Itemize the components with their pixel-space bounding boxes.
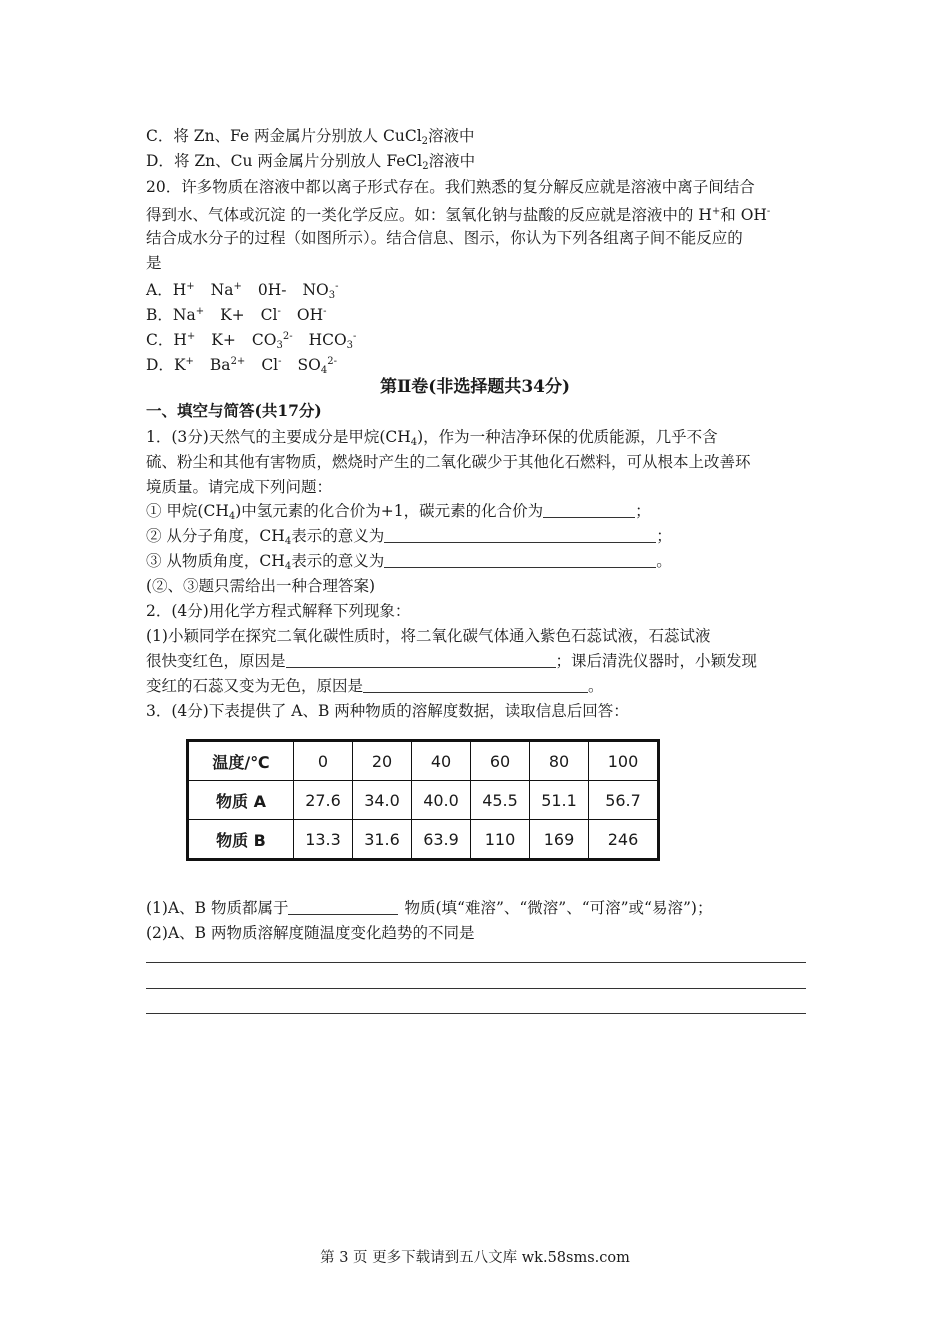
answer-blank[interactable] — [363, 678, 588, 693]
superscript: + — [711, 206, 721, 217]
q1-item1: ① 甲烷$(CH_4)$中氢元素的化合价为+1，碳元素的化合价为 ； — [146, 502, 651, 522]
ion: K+ — [211, 331, 236, 349]
ion: $SO_4^{2-}$ — [297, 356, 337, 376]
q2-line1: 2．(4分)用化学方程式解释下列现象： — [146, 602, 411, 620]
table-cell: 34.0 — [353, 781, 412, 820]
q19-option-c — [146, 125, 475, 153]
q1-note: (②、③题只需给出一种合理答案) — [146, 577, 376, 595]
ion: H+ — [172, 281, 195, 299]
solubility-table — [186, 739, 660, 861]
answer-blank[interactable] — [384, 553, 656, 568]
table-cell: 20 — [353, 741, 412, 781]
q20-line2 — [146, 201, 770, 226]
q3-sub2: (2)A、B 两物质溶解度随温度变化趋势的不同是 — [146, 924, 475, 942]
table-cell: 56.7 — [589, 781, 659, 820]
option-label: B． — [146, 306, 173, 324]
table-cell: 31.6 — [353, 820, 412, 860]
ion: $HCO_3^-$ — [308, 331, 357, 351]
option-label: D． — [146, 356, 174, 374]
option-text-end: 溶液中 — [428, 152, 476, 170]
option-label: C． — [146, 331, 174, 349]
table-cell: 45.5 — [471, 781, 530, 820]
q1-item2: ② 从分子角度，$CH_4$表示的意义为 ； — [146, 527, 672, 547]
table-header-row — [188, 741, 659, 781]
q20-option-b — [146, 301, 343, 326]
part2-title: 第Ⅱ卷(非选择题共34分) — [379, 377, 571, 397]
table-cell: 温度/℃ — [188, 741, 294, 781]
table-cell: 物质 A — [188, 781, 294, 820]
subscript: 2 — [421, 136, 429, 147]
ion: K+ — [220, 306, 245, 324]
table-cell: 63.9 — [412, 820, 471, 860]
q20-line4: 是 — [146, 254, 162, 272]
table-cell: 80 — [530, 741, 589, 781]
option-label: A． — [146, 281, 173, 299]
ion: $Ba^{2+}$ — [209, 356, 246, 374]
q2-line3: 很快变红色，原因是 ；课后清洗仪器时，小颖发现 — [146, 652, 758, 670]
q1-line1: 1．(3分)天然气的主要成分是甲烷$(CH_4)$，作为一种洁净环保的优质能源，几乎不含 — [146, 428, 718, 448]
table-row — [188, 820, 659, 860]
option-text: 将 Zn、Cu 两金属片分别放人 FeCl — [173, 152, 423, 170]
q20-line2-text: 得到水、气体或沉淀 的一类化学反应。如：氢氧化钠与盐酸的反应就是溶液中的 H — [146, 206, 712, 224]
table-cell: 物质 B — [188, 820, 294, 860]
page-footer: 第 3 页 更多下载请到五八文库 wk.58sms.com — [320, 1250, 630, 1266]
answer-line[interactable] — [146, 1013, 806, 1014]
table-cell: 246 — [589, 820, 659, 860]
subscript: 2 — [422, 161, 429, 172]
answer-blank[interactable] — [384, 528, 656, 543]
q1-line2: 硫、粉尘和其他有害物质，燃烧时产生的二氧化碳少于其他化石燃料，可从根本上改善环 — [146, 453, 751, 471]
table-cell: 169 — [530, 820, 589, 860]
table-cell: 27.6 — [294, 781, 353, 820]
answer-blank[interactable] — [286, 653, 556, 668]
q1-item3: ③ 从物质角度，$CH_4$表示的意义为 。 — [146, 552, 672, 572]
option-label: C． — [146, 127, 174, 145]
q3-sub1: (1)A、B 物质都属于 物质(填“难溶”、“微溶”、“可溶”或“易溶”)； — [146, 899, 713, 917]
q3-line1: 3．(4分)下表提供了 A、B 两种物质的溶解度数据，读取信息后回答： — [146, 702, 629, 720]
answer-blank[interactable] — [543, 503, 635, 518]
ion: $CO_3^{2-}$ — [251, 331, 293, 351]
table-cell: 40.0 — [412, 781, 471, 820]
answer-blank[interactable] — [288, 900, 398, 915]
option-text: 将 Zn、Fe 两金属片分别放人 CuCl — [173, 127, 422, 145]
ion: K+ — [173, 356, 194, 374]
ion: $NO_3^-$ — [302, 281, 339, 301]
table-cell: 110 — [471, 820, 530, 860]
ion: Na+ — [172, 306, 205, 324]
ion: Cl- — [260, 306, 281, 324]
option-label: D． — [146, 152, 174, 170]
q20-line1: 20．许多物质在溶液中都以离子形式存在。我们熟悉的复分解反应就是溶液中离子间结合 — [146, 178, 755, 196]
q20-line3: 结合成水分子的过程（如图所示）。结合信息、图示，你认为下列各组离子间不能反应的 — [146, 229, 743, 247]
q19-option-d — [146, 150, 475, 178]
answer-line[interactable] — [146, 988, 806, 989]
q20-line2-mid: 和 OH — [720, 206, 767, 224]
ion: 0H- — [257, 281, 287, 299]
option-text-end: 溶液中 — [428, 127, 475, 145]
ion: Cl- — [261, 356, 282, 374]
table-cell: 13.3 — [294, 820, 353, 860]
table-cell: 0 — [294, 741, 353, 781]
table-cell: 60 — [471, 741, 530, 781]
ion: OH- — [296, 306, 327, 324]
superscript: - — [766, 206, 771, 217]
table-cell: 40 — [412, 741, 471, 781]
q2-line4: 变红的石蕊又变为无色，原因是 。 — [146, 677, 604, 695]
ion: H+ — [173, 331, 196, 349]
table-cell: 51.1 — [530, 781, 589, 820]
table-cell: 100 — [589, 741, 659, 781]
q2-line2: (1)小颖同学在探究二氧化碳性质时，将二氧化碳气体通入紫色石蕊试液，石蕊试液 — [146, 627, 711, 645]
answer-line[interactable] — [146, 962, 806, 963]
table-row — [188, 781, 659, 820]
ion: Na+ — [210, 281, 242, 299]
q1-line3: 境质量。请完成下列问题： — [146, 478, 333, 496]
section1-heading: 一、填空与简答(共17分) — [146, 401, 322, 420]
